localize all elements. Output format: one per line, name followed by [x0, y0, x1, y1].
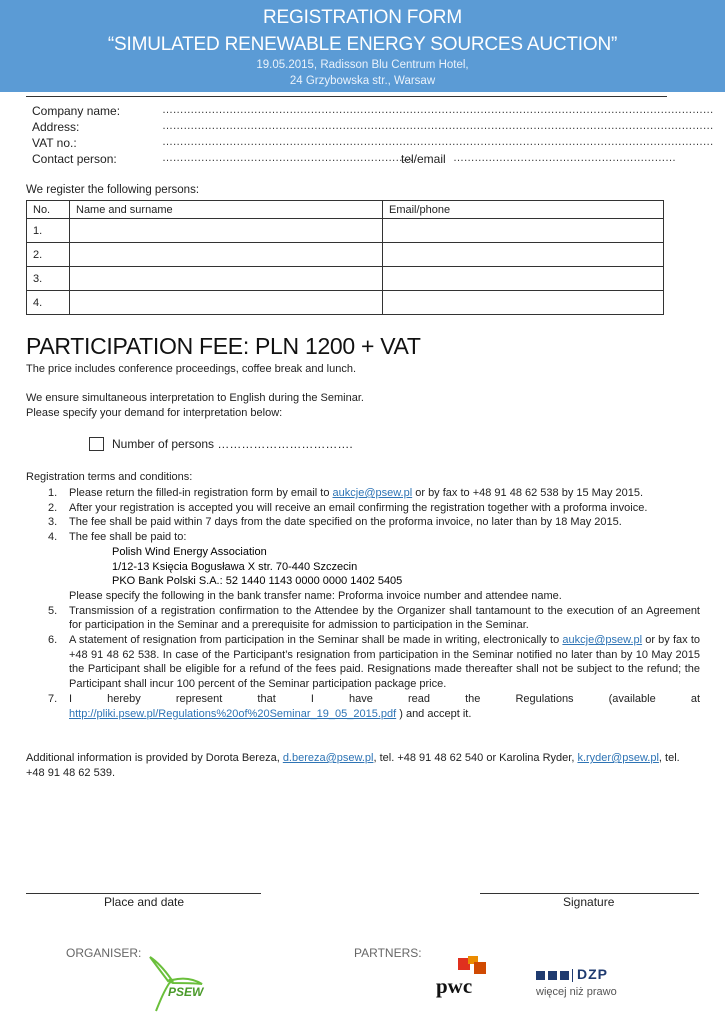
email-cell[interactable] [383, 243, 664, 267]
list-item: 6. A statement of resignation from participation in the Seminar shall be made in writing, electronically to aukcje@psew.pl or by fax to +48 91 48 62 538. In case of the Participant’s resignation from participation in the Seminar notified no later than by 10 May 2015 the Participant shall be eligible for a refund of the fees paid. Resignations made thereafter shall not be subject to the refund; the Participant shall incur 100 percent of the Seminar participation package price. [48, 634, 700, 691]
number-of-persons-label: Number of persons ……………………………. [112, 437, 353, 451]
header-email: Email/phone [383, 201, 664, 219]
row-number: 4. [27, 291, 70, 315]
contact-person-label: Contact person: [32, 152, 117, 166]
list-item: 1. Please return the filled-in registration form by email to aukcje@psew.pl or by fax to +48 91 48 62 538 by 15 May 2015. [48, 487, 644, 499]
pwc-logo [434, 956, 494, 1002]
list-item: 2. After your registration is accepted you will receive an email confirming the registration together with a proforma invoice. [48, 501, 648, 514]
dzp-logo-text: DZP [577, 966, 608, 982]
table-row [27, 267, 664, 291]
table-header-row [27, 201, 664, 219]
tel-email-label: tel/email [401, 152, 446, 166]
bank-account: PKO Bank Polski S.A.: 52 1440 1143 0000 0000 1402 5405 [112, 575, 403, 588]
tel-email-field[interactable]: ……………………………………………………… [453, 152, 676, 164]
divider [26, 96, 667, 97]
company-name-label: Company name: [32, 104, 121, 118]
table-row [27, 219, 664, 243]
header-no: No. [27, 201, 70, 219]
form-title: REGISTRATION FORM [263, 7, 462, 28]
regulations-link[interactable]: http://pliki.psew.pl/Regulations%20of%20Seminar_19_05_2015.pdf [69, 707, 397, 720]
aukcje-email-link[interactable]: aukcje@psew.pl [332, 487, 413, 499]
additional-info: Additional information is provided by Dorota Bereza, d.bereza@psew.pl, tel. +48 91 48 62 540 or Karolina Ryder, k.ryder@psew.pl, tel. +48 91 48 62 539. [26, 752, 680, 779]
contact-person-field[interactable]: ……………………………………………………………… [162, 152, 417, 164]
list-item: 5. Transmission of a registration confirmation to the Attendee by the Organizer shall tantamount to the execution of an Agreement for participation in the Seminar and a prerequisite for admission to participation in the Seminar. [48, 604, 700, 632]
table-row [27, 243, 664, 267]
list-item: 7. I hereby represent that I have read the Regulations (available at http://pliki.psew.pl/Regulations%20of%20Seminar_19_05_2015.pdf ) and accept it. [48, 692, 700, 720]
wind-turbine-icon [138, 951, 208, 1017]
dzp-logo [536, 966, 626, 1006]
interpretation-request: Please specify your demand for interpretation below: [26, 407, 283, 419]
list-item: 3. The fee shall be paid within 7 days from the date specified on the proforma invoice, no later than by 18 May 2015. [48, 516, 622, 529]
psew-logo-text: PSEW [168, 985, 204, 999]
partners-label: PARTNERS: [354, 946, 422, 960]
bank-name: Polish Wind Energy Association [112, 545, 267, 558]
bank-address: 1/12-13 Księcia Bogusława X str. 70-440 Szczecin [112, 560, 358, 573]
organiser-label: ORGANISER: [66, 946, 142, 960]
psew-logo [138, 951, 208, 1017]
place-date-line[interactable] [26, 893, 261, 894]
table-row [27, 291, 664, 315]
terms-heading: Registration terms and conditions: [26, 471, 193, 483]
name-cell[interactable] [70, 243, 383, 267]
name-cell[interactable] [70, 219, 383, 243]
name-cell[interactable] [70, 291, 383, 315]
fee-includes: The price includes conference proceedings, coffee break and lunch. [26, 363, 357, 375]
fee-heading: PARTICIPATION FEE: PLN 1200 + VAT [26, 333, 421, 359]
ryder-email-link[interactable]: k.ryder@psew.pl [577, 752, 659, 764]
place-date-label: Place and date [104, 895, 185, 909]
transfer-note: Please specify the following in the bank transfer name: Proforma invoice number and attendee name. [69, 589, 562, 602]
aukcje-email-link[interactable]: aukcje@psew.pl [562, 634, 643, 647]
email-cell[interactable] [383, 267, 664, 291]
event-title: “SIMULATED RENEWABLE ENERGY SOURCES AUCTION” [107, 34, 618, 55]
pwc-logo-text: pwc [436, 974, 473, 998]
dzp-tagline: więcej niż prawo [536, 986, 617, 998]
event-date-venue: 19.05.2015, Radisson Blu Centrum Hotel, [256, 59, 469, 71]
signature-line[interactable] [480, 893, 699, 894]
email-cell[interactable] [383, 291, 664, 315]
vat-label: VAT no.: [32, 136, 77, 150]
event-address: 24 Grzybowska str., Warsaw [289, 75, 436, 87]
company-name-field[interactable]: ………………………………………………………………………………………………………………………………………… [162, 104, 714, 116]
interpretation-info: We ensure simultaneous interpretation to English during the Seminar. [26, 392, 364, 404]
header-name: Name and surname [70, 201, 383, 219]
address-label: Address: [32, 120, 80, 134]
bereza-email-link[interactable]: d.bereza@psew.pl [282, 752, 374, 764]
terms-list [26, 486, 700, 721]
row-number: 3. [27, 267, 70, 291]
interpretation-checkbox[interactable] [89, 437, 104, 451]
list-item: 4. The fee shall be paid to: Polish Wind Energy Association 1/12-13 Księcia Bogusława X str. 70-440 Szczecin PKO Bank Polski S.A.: 52 1440 1143 0000 0000 1402 5405 Please specify the following in the bank transfer name: Proforma invoice number and attendee name. [26, 530, 700, 604]
address-field[interactable]: ………………………………………………………………………………………………………………………………………… [162, 120, 714, 132]
vat-field[interactable]: ………………………………………………………………………………………………………………………………………… [162, 136, 714, 148]
signature-label: Signature [563, 895, 615, 909]
row-number: 1. [27, 219, 70, 243]
persons-table [26, 200, 664, 315]
persons-intro: We register the following persons: [26, 184, 200, 196]
row-number: 2. [27, 243, 70, 267]
header-banner [0, 0, 725, 92]
name-cell[interactable] [70, 267, 383, 291]
email-cell[interactable] [383, 219, 664, 243]
